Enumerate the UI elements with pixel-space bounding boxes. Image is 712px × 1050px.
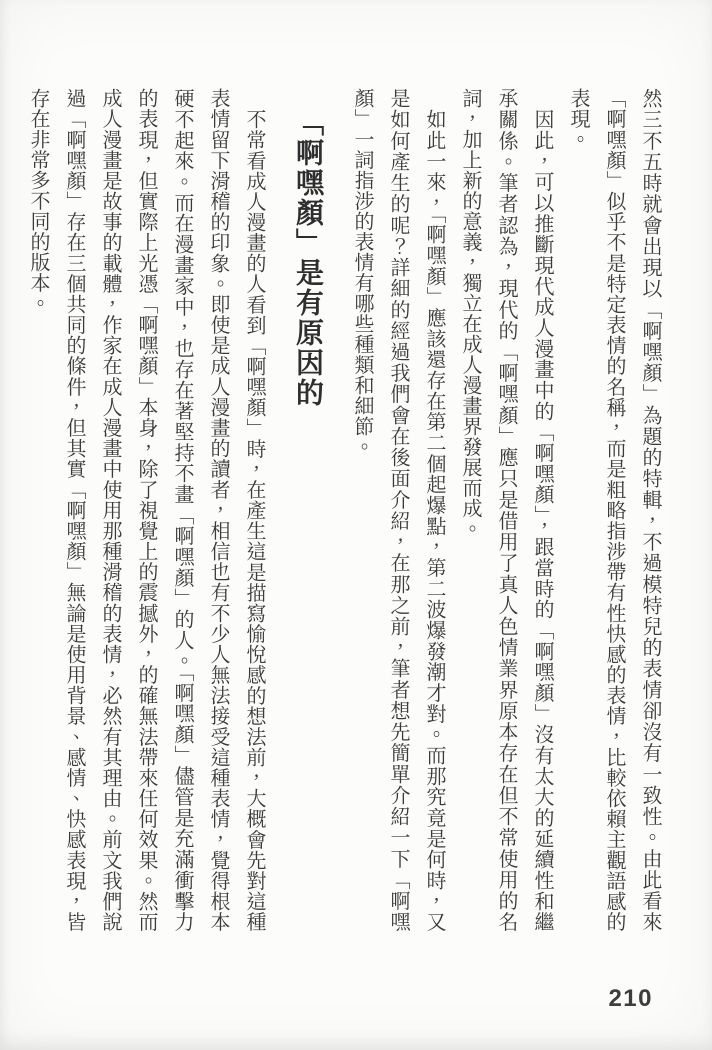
paragraph-3: 如此一來，「啊嘿顏」應該還存在第二個起爆點，第二波爆發潮才對。而那究竟是何時，又是如何產生的呢？詳細的經過我們會在後面介紹，在那之前，筆者想先簡單介紹一下「啊嘿顏」一詞指涉的表情有哪些種類和細節。	[351, 88, 445, 932]
paragraph-4: 不常看成人漫畫的人看到「啊嘿顏」時，在產生這是描寫愉悅感的想法前，大概會先對這種表情留下滑稽的印象。即使是成人漫畫的讀者，相信也有不少人無法接受這種表情，覺得根本硬不起來。而在漫畫家中，也存在著堅持不畫「啊嘿顏」的人。「啊嘿顏」儘管是充滿衝擊力的表現，但實際上光憑「啊嘿顏」本身，除了視覺上的震撼外，的確無法帶來任何效果。然而成人漫畫是故事的載體，作家在成人漫畫中使用那種滑稽的表情，必然有其理由。前文我們說過「啊嘿顏」存在三個共同的條件，但其實「啊嘿顏」無論是使用背景、感情、快感表現，皆存在非常多不同的版本。	[27, 88, 265, 932]
section-heading: 「啊嘿顏」是有原因的	[292, 108, 323, 408]
paragraph-2: 因此，可以推斷現代成人漫畫中的「啊嘿顏」，跟當時的「啊嘿顏」沒有太大的延續性和繼承關係。筆者認為，現代的「啊嘿顏」應只是借用了真人色情業界原本存在但不常使用的名詞，加上新的意義，獨立在成人漫畫界發展而成。	[459, 88, 553, 932]
paragraph-continuation: 然三不五時就會出現以「啊嘿顏」為題的特輯，不過模特兒的表情卻沒有一致性。由此看來「啊嘿顏」似乎不是特定表情的名稱，而是粗略指涉帶有性快感的表情，比較依賴主觀語感的表現。	[567, 88, 661, 932]
page-number: 210	[608, 985, 653, 1012]
vertical-text-flow	[27, 88, 668, 932]
